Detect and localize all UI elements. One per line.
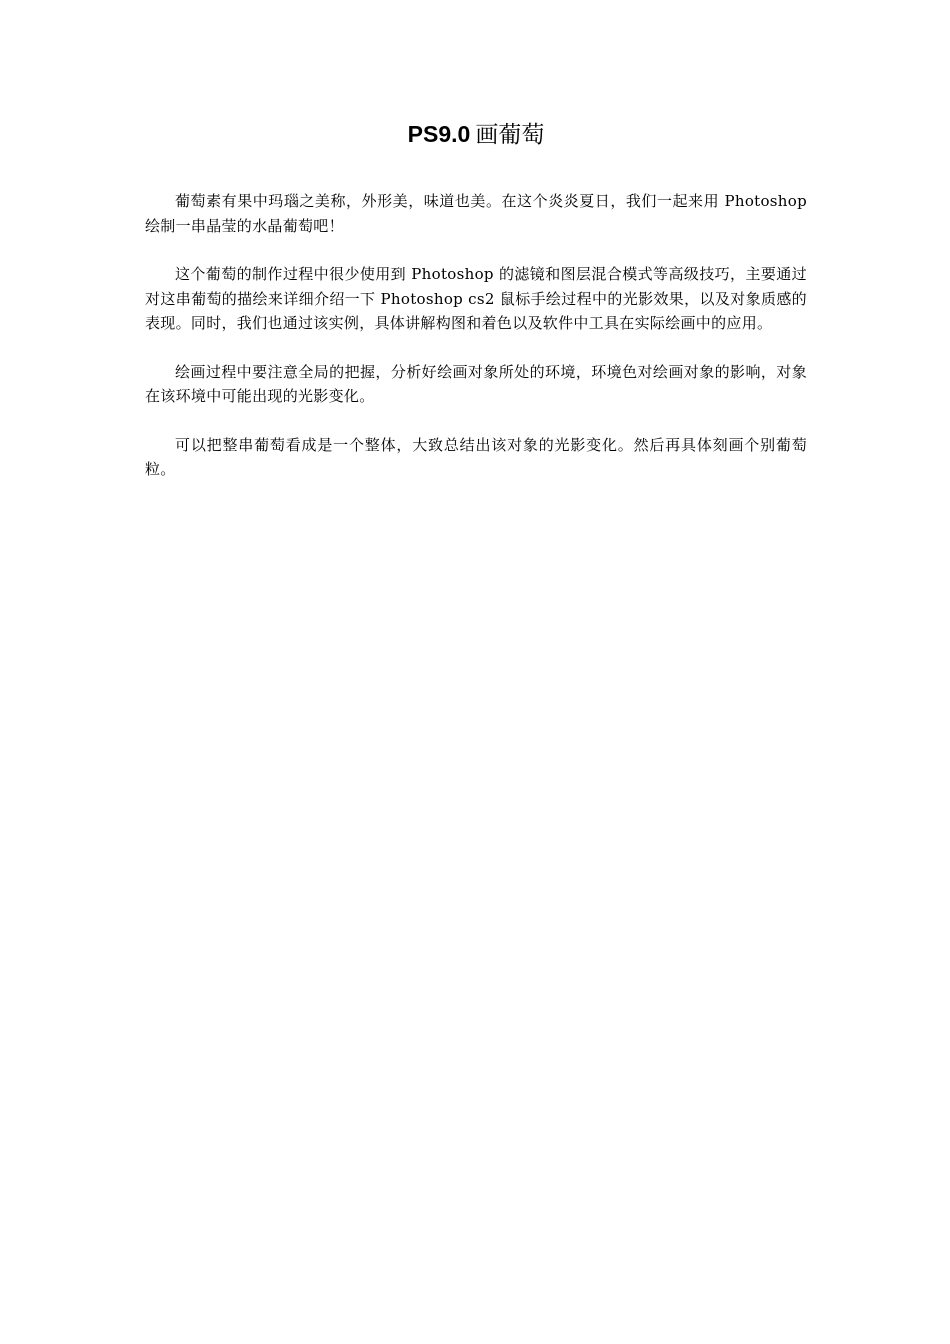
paragraph-overall: 可以把整串葡萄看成是一个整体，大致总结出该对象的光影变化。然后再具体刻画个别葡萄粒。	[145, 435, 807, 478]
paragraph-technique: 这个葡萄的制作过程中很少使用到 Photoshop 的滤镜和图层混合模式等高级技巧，主要通过对这串葡萄的描绘来详细介绍一下 Photoshop cs2 鼠标手绘过程中的光影效果，以及对象质感的表现。同时，我们也通过该实例，具体讲解构图和着色以及软件中工具在实际绘画中的应用。	[145, 265, 807, 332]
paragraph-intro: 葡萄素有果中玛瑙之美称，外形美，味道也美。在这个炎炎夏日，我们一起来用 Photoshop 绘制一串晶莹的水晶葡萄吧！	[145, 192, 807, 235]
title-latin: PS9.0	[407, 121, 471, 147]
document-title	[145, 118, 807, 151]
title-cjk: 画葡萄	[475, 122, 545, 148]
document-body	[145, 118, 807, 506]
paragraph-environment: 绘画过程中要注意全局的把握，分析好绘画对象所处的环境，环境色对绘画对象的影响，对象在该环境中可能出现的光影变化。	[145, 362, 807, 405]
